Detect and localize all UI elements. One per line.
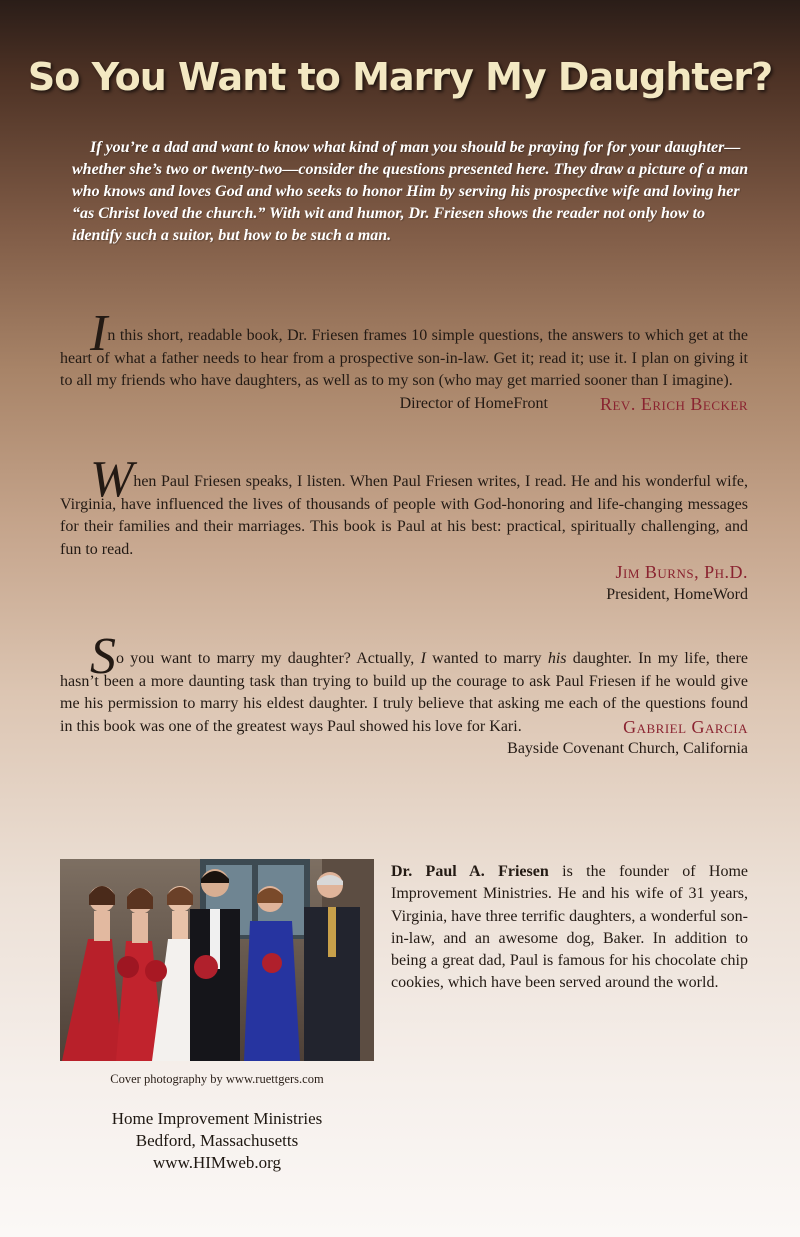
endorsement-2	[60, 451, 748, 606]
endorsement-affiliation: Director of HomeFront	[399, 394, 548, 412]
endorsement-author: Rev. Erich Becker	[599, 393, 748, 414]
book-title: So You Want to Marry My Daughter?	[27, 55, 773, 99]
endorsement-text	[60, 628, 748, 738]
endorsement-author: Jim Burns, Ph.D.	[615, 562, 748, 582]
author-bio	[391, 861, 748, 995]
endorsement-author: Gabriel Garcia	[623, 716, 748, 737]
endorsement-text	[60, 451, 748, 561]
endorsement-3	[60, 628, 748, 761]
endorsement-body: o you want to marry my daughter? Actually,	[116, 650, 421, 667]
endorsement-body: n this short, readable book, Dr. Friesen frames 10 simple questions, the answers to which get at the heart of what a father needs to hear from a prospective son-in-law. Get it; read it; use it. I plan on giving it to all my friends who have daughters, as well as to my son (who may get married sooner than I imagine).	[60, 327, 748, 389]
intro-paragraph: If you’re a dad and want to know what kind of man you should be praying for for your daughter—whether she’s two or twenty-two—consider the questions presented here. They draw a picture of a man who knows and loves God and who seeks to honor Him by serving his prospective wife and loving her “as Christ loved the church.” With wit and humor, Dr. Friesen shows the reader not only how to identify such a suitor, but how to be such a man.	[72, 139, 749, 244]
photo-caption: Cover photography by www.ruettgers.com	[110, 1072, 324, 1086]
emphasis: his	[547, 650, 567, 667]
emphasis: I	[420, 650, 426, 667]
endorsement-affiliation: Bayside Covenant Church, California	[507, 740, 748, 757]
drop-cap: I	[90, 305, 108, 362]
endorsement-affiliation: President, HomeWord	[606, 585, 748, 603]
author-name: Dr. Paul A. Friesen	[391, 863, 549, 880]
author-bio-text: is the founder of Home Improvement Ministries. He and his wife of 31 years, Virginia, have three terrific daughters, a wonderful son-in-law, and an awesome dog, Baker. In addition to being a great dad, Paul is famous for his chocolate chip cookies, which have been served around the world.	[391, 863, 749, 992]
drop-cap: S	[90, 628, 116, 685]
endorsement-1	[60, 305, 748, 415]
endorsement-body: daughter. In my life, there hasn’t been a more daunting task than trying to build up the courage to ask Paul Friesen if he would give me his permission to marry his eldest daughter. I truly believe that asking me each of the questions found in this book was one of the greatest ways Paul showed his love for Kari.	[60, 650, 748, 735]
family-photo-illustration	[60, 859, 374, 1061]
publisher-city: Bedford, Massachusetts	[135, 1131, 299, 1150]
family-photo	[60, 859, 374, 1061]
publisher-block	[60, 1108, 374, 1174]
publisher-website[interactable]: www.HIMweb.org	[153, 1153, 281, 1172]
endorsement-body: hen Paul Friesen speaks, I listen. When Paul Friesen writes, I read. He and his wonderful wife, Virginia, have influenced the lives of thousands of people with God-honoring and life-changing messages for their families and their marriages. This book is Paul at his best: practical, spiritually challenging, and fun to read.	[60, 473, 748, 558]
endorsement-body: wanted to marry	[425, 650, 548, 667]
publisher-name: Home Improvement Ministries	[111, 1109, 323, 1128]
drop-cap: W	[90, 451, 134, 508]
